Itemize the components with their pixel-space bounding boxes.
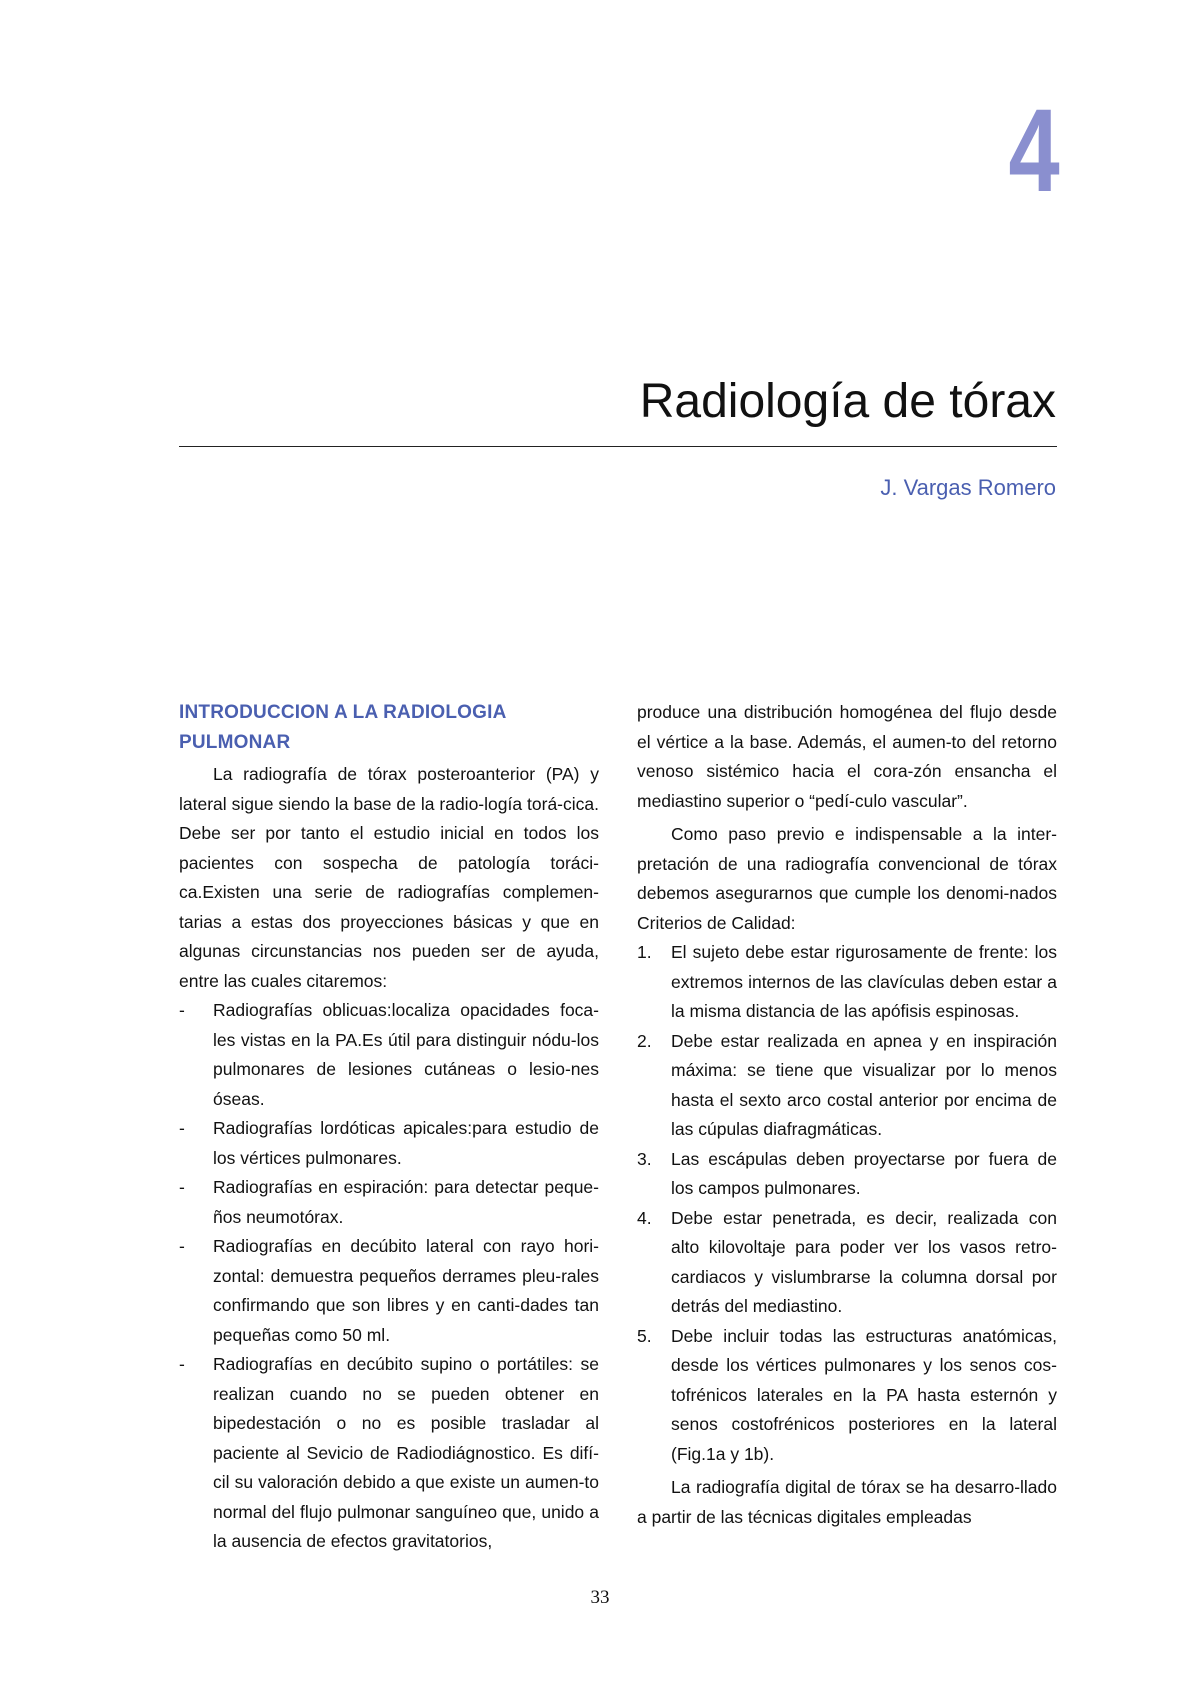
list-marker: 1. bbox=[637, 942, 652, 962]
list-item bbox=[637, 1204, 1057, 1322]
list-marker: 4. bbox=[637, 1207, 652, 1228]
list-item bbox=[179, 1114, 599, 1173]
author: J. Vargas Romero bbox=[880, 475, 1056, 500]
complementary-radiographs-list bbox=[179, 996, 599, 1557]
title-rule bbox=[179, 446, 1057, 447]
section-heading: INTRODUCCION A LA RADIOLOGIA PULMONAR bbox=[179, 702, 506, 753]
criteria-intro-paragraph: Como paso previo e indispensable a la inter-pretación de una radiografía convencional de tórax debemos asegurarnos que cumple los denomi-nados Criterios de Calidad: bbox=[637, 824, 1057, 933]
chapter-number: 4 bbox=[1008, 85, 1060, 217]
list-item-text: Debe incluir todas las estructuras anatómicas, desde los vértices pulmonares y los senos cos-tofrénicos laterales en la PA hasta esternón y senos costofrénicos posteriores en la lateral (Fig.1a y 1b). bbox=[671, 1325, 1057, 1464]
chapter-title: Radiología de tórax bbox=[639, 375, 1056, 428]
left-column bbox=[179, 698, 599, 1557]
list-item-text: Radiografías en espiración: para detectar peque-ños neumotórax. bbox=[213, 1177, 599, 1227]
list-item-text: Debe estar penetrada, es decir, realizada con alto kilovoltaje para poder ver los vasos retro-cardiacos y vislumbrarse la columna dorsal por detrás del mediastino. bbox=[671, 1207, 1057, 1316]
list-item-text: Radiografías oblicuas:localiza opacidades foca-les vistas en la PA.Es útil para distinguir nódu-los pulmonares de lesiones cutáneas o lesio-nes óseas. bbox=[213, 1000, 599, 1109]
list-marker: - bbox=[179, 1236, 185, 1256]
list-item-text: El sujeto debe estar rigurosamente de frente: los extremos internos de las clavículas deben estar a la misma distancia de las apófisis espinosas. bbox=[671, 942, 1057, 1021]
right-column bbox=[637, 698, 1057, 1532]
list-marker: - bbox=[179, 1177, 185, 1197]
list-marker: 3. bbox=[637, 1148, 652, 1169]
list-item-text: Las escápulas deben proyectarse por fuera de los campos pulmonares. bbox=[671, 1148, 1057, 1198]
list-item bbox=[179, 1173, 599, 1232]
closing-paragraph: La radiografía digital de tórax se ha desarro-llado a partir de las técnicas digitales empleadas bbox=[637, 1477, 1057, 1527]
list-item bbox=[179, 1350, 599, 1557]
list-item bbox=[637, 1145, 1057, 1204]
list-item-text: Radiografías lordóticas apicales:para estudio de los vértices pulmonares. bbox=[213, 1118, 599, 1168]
continuation-paragraph: produce una distribución homogénea del flujo desde el vértice a la base. Además, el aumen-to del retorno venoso sistémico hacia el cora-zón ensancha el mediastino superior o “pedí-culo vascular”. bbox=[637, 702, 1057, 811]
list-marker: 5. bbox=[637, 1325, 652, 1346]
intro-paragraph: La radiografía de tórax posteroanterior (PA) y lateral sigue siendo la base de la radio-logía torá-cica. Debe ser por tanto el estudio inicial en todos los pacientes con sospecha de patología toráci-ca.Existen una serie de radiografías complemen-tarias a estas dos proyecciones básicas y que en algunas circunstancias nos pueden ser de ayuda, entre las cuales citaremos: bbox=[179, 764, 599, 991]
list-item bbox=[637, 1322, 1057, 1470]
list-marker: 2. bbox=[637, 1030, 652, 1051]
quality-criteria-list bbox=[637, 938, 1057, 1469]
list-item-text: Radiografías en decúbito lateral con rayo hori-zontal: demuestra pequeños derrames pleu-rales confirmando que son libres y en canti-dades tan pequeñas como 50 ml. bbox=[213, 1236, 599, 1345]
list-item-text: Radiografías en decúbito supino o portátiles: se realizan cuando no se pueden obtener en bipedestación o no es posible trasladar al paciente al Sevicio de Radiodiágnostico. Es difí-cil su valoración debido a que existe un aumen-to normal del flujo pulmonar sanguíneo que, unido a la ausencia de efectos gravitatorios, bbox=[213, 1354, 599, 1551]
list-marker: - bbox=[179, 1118, 185, 1138]
list-item bbox=[637, 938, 1057, 1027]
list-item bbox=[179, 1232, 599, 1350]
list-item bbox=[637, 1027, 1057, 1145]
list-marker: - bbox=[179, 1000, 185, 1020]
page-number: 33 bbox=[590, 1587, 610, 1608]
list-marker: - bbox=[179, 1354, 185, 1374]
list-item-text: Debe estar realizada en apnea y en inspiración máxima: se tiene que visualizar por lo menos hasta el sexto arco costal anterior por encima de las cúpulas diafragmáticas. bbox=[671, 1030, 1057, 1139]
list-item bbox=[179, 996, 599, 1114]
